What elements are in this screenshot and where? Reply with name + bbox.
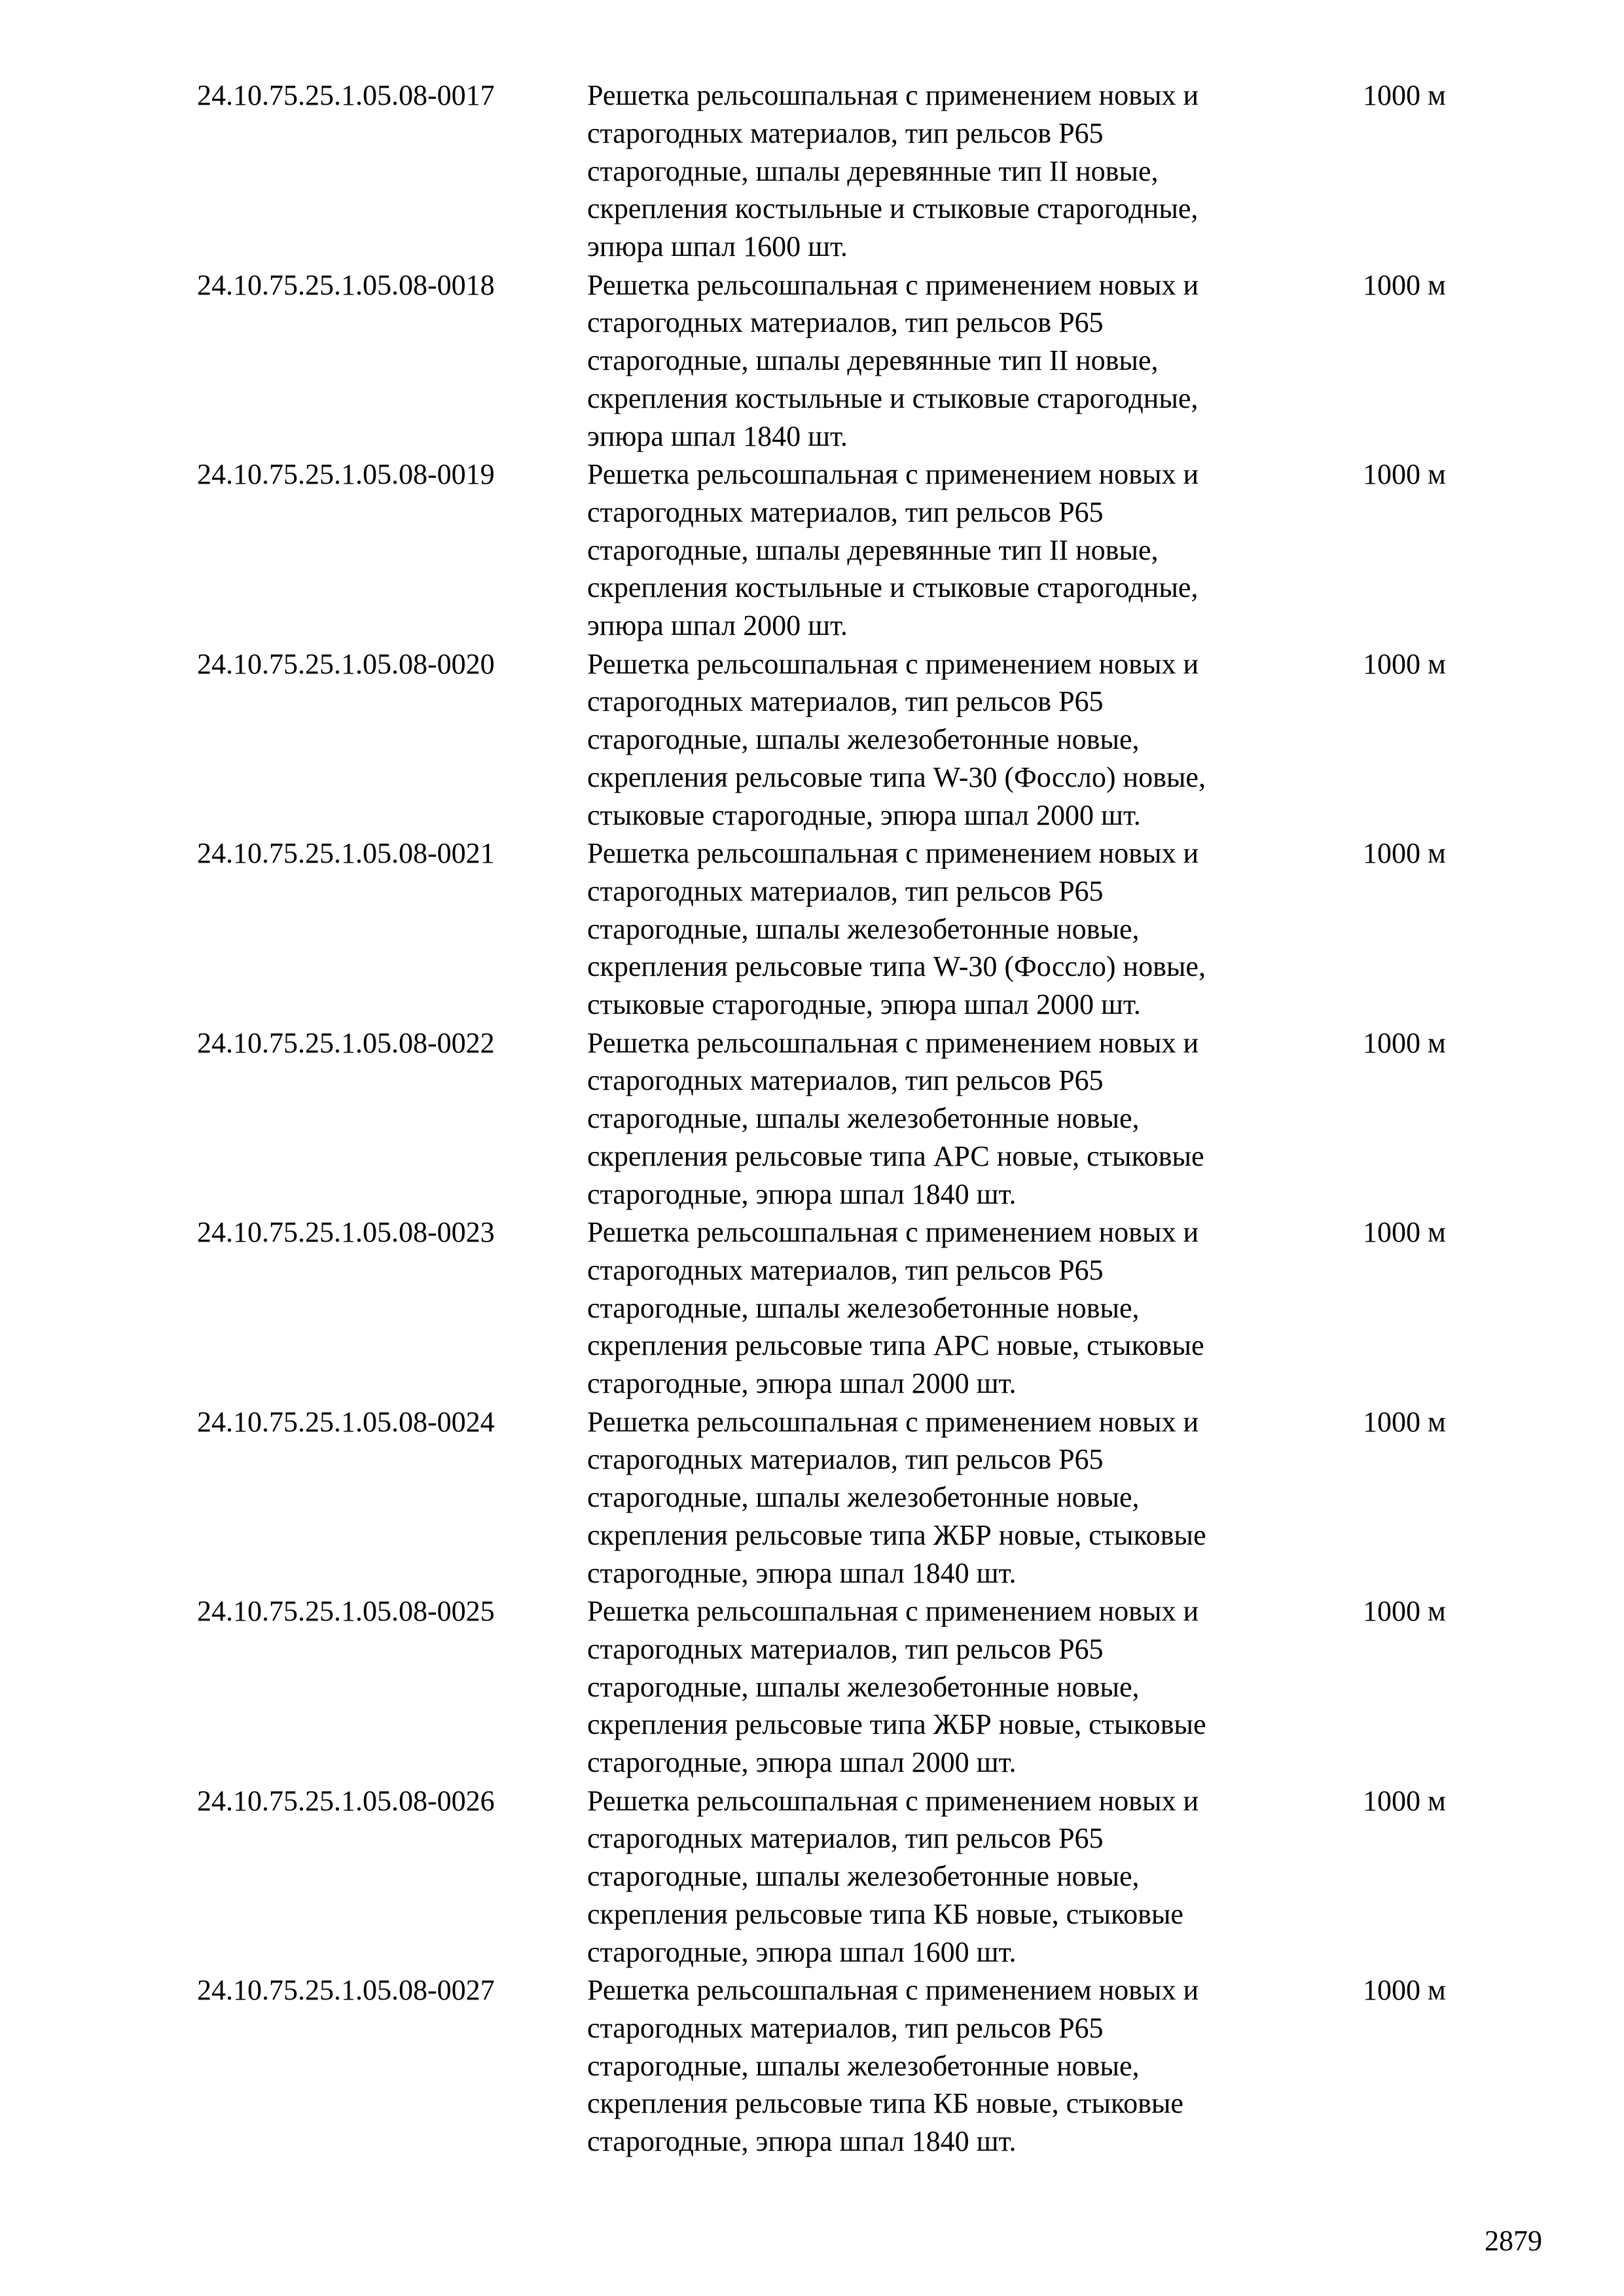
unit-of-measure: 1000 м bbox=[1363, 268, 1446, 301]
description-line: старогодные, эпюра шпал 1840 шт. bbox=[587, 1177, 1017, 1210]
description-line: старогодных материалов, тип рельсов Р65 bbox=[587, 1822, 1104, 1855]
description-line: Решетка рельсошпальная с применением новых и bbox=[587, 1784, 1199, 1817]
table-row bbox=[0, 456, 1624, 645]
description-line: Решетка рельсошпальная с применением новых и bbox=[587, 1974, 1199, 2006]
resource-code: 24.10.75.25.1.05.08-0024 bbox=[197, 1405, 495, 1438]
unit-of-measure: 1000 м bbox=[1363, 1974, 1446, 2006]
description-line: старогодные, шпалы железобетонные новые, bbox=[587, 1291, 1140, 1324]
resource-description bbox=[587, 834, 1320, 1024]
description-line: Решетка рельсошпальная с применением новых и bbox=[587, 837, 1199, 869]
description-line: старогодных материалов, тип рельсов Р65 bbox=[587, 117, 1104, 149]
description-line: Решетка рельсошпальная с применением новых и bbox=[587, 1595, 1199, 1627]
resource-code: 24.10.75.25.1.05.08-0020 bbox=[197, 647, 495, 680]
description-line: скрепления костыльные и стыковые старогодные, bbox=[587, 382, 1199, 414]
description-line: старогодные, шпалы железобетонные новые, bbox=[587, 912, 1140, 945]
description-line: старогодные, шпалы железобетонные новые, bbox=[587, 2049, 1140, 2082]
description-line: скрепления рельсовые типа КБ новые, стыковые bbox=[587, 1897, 1183, 1930]
table-row bbox=[0, 266, 1624, 456]
resource-description bbox=[587, 1213, 1320, 1403]
description-line: старогодные, эпюра шпал 2000 шт. bbox=[587, 1746, 1017, 1779]
description-line: Решетка рельсошпальная с применением новых и bbox=[587, 268, 1199, 301]
description-line: старогодные, шпалы деревянные тип II новые, bbox=[587, 344, 1159, 377]
resource-code: 24.10.75.25.1.05.08-0026 bbox=[197, 1784, 495, 1817]
resource-description bbox=[587, 645, 1320, 834]
unit-of-measure: 1000 м bbox=[1363, 1026, 1446, 1059]
description-line: скрепления рельсовые типа АРС новые, стыковые bbox=[587, 1139, 1204, 1172]
description-line: старогодных материалов, тип рельсов Р65 bbox=[587, 685, 1104, 718]
description-line: старогодные, шпалы железобетонные новые, bbox=[587, 1481, 1140, 1514]
description-line: старогодные, шпалы деревянные тип II новые, bbox=[587, 533, 1159, 566]
unit-of-measure: 1000 м bbox=[1363, 79, 1446, 111]
description-line: старогодные, эпюра шпал 2000 шт. bbox=[587, 1367, 1017, 1400]
unit-of-measure: 1000 м bbox=[1363, 1784, 1446, 1817]
description-line: стыковые старогодные, эпюра шпал 2000 шт. bbox=[587, 988, 1141, 1021]
table-row bbox=[0, 1213, 1624, 1403]
resource-description bbox=[587, 1592, 1320, 1782]
resource-code: 24.10.75.25.1.05.08-0019 bbox=[197, 458, 495, 490]
table-row bbox=[0, 1024, 1624, 1214]
description-line: старогодных материалов, тип рельсов Р65 bbox=[587, 1253, 1104, 1286]
description-line: Решетка рельсошпальная с применением новых и bbox=[587, 1026, 1199, 1059]
table-row bbox=[0, 1971, 1624, 2161]
unit-of-measure: 1000 м bbox=[1363, 1595, 1446, 1627]
description-line: скрепления рельсовые типа W-30 (Фоссло) новые, bbox=[587, 950, 1206, 983]
unit-of-measure: 1000 м bbox=[1363, 647, 1446, 680]
description-line: скрепления рельсовые типа ЖБР новые, стыковые bbox=[587, 1708, 1206, 1741]
resource-description bbox=[587, 1024, 1320, 1213]
description-line: старогодных материалов, тип рельсов Р65 bbox=[587, 495, 1104, 528]
description-line: старогодных материалов, тип рельсов Р65 bbox=[587, 1064, 1104, 1097]
description-line: старогодных материалов, тип рельсов Р65 bbox=[587, 306, 1104, 339]
description-line: эпюра шпал 1600 шт. bbox=[587, 230, 848, 263]
description-line: Решетка рельсошпальная с применением новых и bbox=[587, 79, 1199, 111]
resource-description bbox=[587, 77, 1320, 266]
resource-code: 24.10.75.25.1.05.08-0022 bbox=[197, 1026, 495, 1059]
resource-description bbox=[587, 456, 1320, 645]
resource-code: 24.10.75.25.1.05.08-0023 bbox=[197, 1216, 495, 1248]
description-line: старогодные, эпюра шпал 1840 шт. bbox=[587, 1556, 1017, 1589]
unit-of-measure: 1000 м bbox=[1363, 1216, 1446, 1248]
page-number: 2879 bbox=[1485, 2225, 1542, 2257]
description-line: скрепления рельсовые типа ЖБР новые, стыковые bbox=[587, 1518, 1206, 1551]
description-line: старогодные, эпюра шпал 1840 шт. bbox=[587, 2125, 1017, 2158]
description-line: старогодные, шпалы железобетонные новые, bbox=[587, 723, 1140, 756]
table-row bbox=[0, 645, 1624, 835]
resource-code: 24.10.75.25.1.05.08-0018 bbox=[197, 268, 495, 301]
resource-description bbox=[587, 1403, 1320, 1592]
description-line: Решетка рельсошпальная с применением новых и bbox=[587, 1405, 1199, 1438]
description-line: старогодные, шпалы железобетонные новые, bbox=[587, 1670, 1140, 1703]
resource-code: 24.10.75.25.1.05.08-0025 bbox=[197, 1595, 495, 1627]
table-row bbox=[0, 1782, 1624, 1972]
description-line: эпюра шпал 1840 шт. bbox=[587, 420, 848, 452]
description-line: скрепления рельсовые типа КБ новые, стыковые bbox=[587, 2087, 1183, 2120]
table-row bbox=[0, 1592, 1624, 1782]
description-line: эпюра шпал 2000 шт. bbox=[587, 609, 848, 642]
resource-code: 24.10.75.25.1.05.08-0017 bbox=[197, 79, 495, 111]
description-line: скрепления рельсовые типа W-30 (Фоссло) новые, bbox=[587, 761, 1206, 793]
unit-of-measure: 1000 м bbox=[1363, 837, 1446, 869]
table-row bbox=[0, 1403, 1624, 1593]
description-line: старогодных материалов, тип рельсов Р65 bbox=[587, 874, 1104, 907]
unit-of-measure: 1000 м bbox=[1363, 1405, 1446, 1438]
resource-description bbox=[587, 1782, 1320, 1971]
description-line: старогодных материалов, тип рельсов Р65 bbox=[587, 1632, 1104, 1665]
resource-code: 24.10.75.25.1.05.08-0021 bbox=[197, 837, 495, 869]
description-line: старогодные, шпалы деревянные тип II новые, bbox=[587, 154, 1159, 187]
description-line: скрепления костыльные и стыковые старогодные, bbox=[587, 192, 1199, 225]
description-line: Решетка рельсошпальная с применением новых и bbox=[587, 647, 1199, 680]
description-line: Решетка рельсошпальная с применением новых и bbox=[587, 1216, 1199, 1248]
description-line: стыковые старогодные, эпюра шпал 2000 шт. bbox=[587, 798, 1141, 831]
description-line: старогодные, эпюра шпал 1600 шт. bbox=[587, 1935, 1017, 1968]
description-line: старогодных материалов, тип рельсов Р65 bbox=[587, 2011, 1104, 2044]
resource-description bbox=[587, 266, 1320, 456]
description-line: старогодные, шпалы железобетонные новые, bbox=[587, 1102, 1140, 1135]
resource-description bbox=[587, 1971, 1320, 2161]
description-line: Решетка рельсошпальная с применением новых и bbox=[587, 458, 1199, 490]
description-line: старогодные, шпалы железобетонные новые, bbox=[587, 1860, 1140, 1893]
unit-of-measure: 1000 м bbox=[1363, 458, 1446, 490]
resource-code: 24.10.75.25.1.05.08-0027 bbox=[197, 1974, 495, 2006]
description-line: скрепления рельсовые типа АРС новые, стыковые bbox=[587, 1329, 1204, 1362]
description-line: скрепления костыльные и стыковые старогодные, bbox=[587, 571, 1199, 604]
table-row bbox=[0, 77, 1624, 266]
description-line: старогодных материалов, тип рельсов Р65 bbox=[587, 1443, 1104, 1476]
table-row bbox=[0, 834, 1624, 1024]
